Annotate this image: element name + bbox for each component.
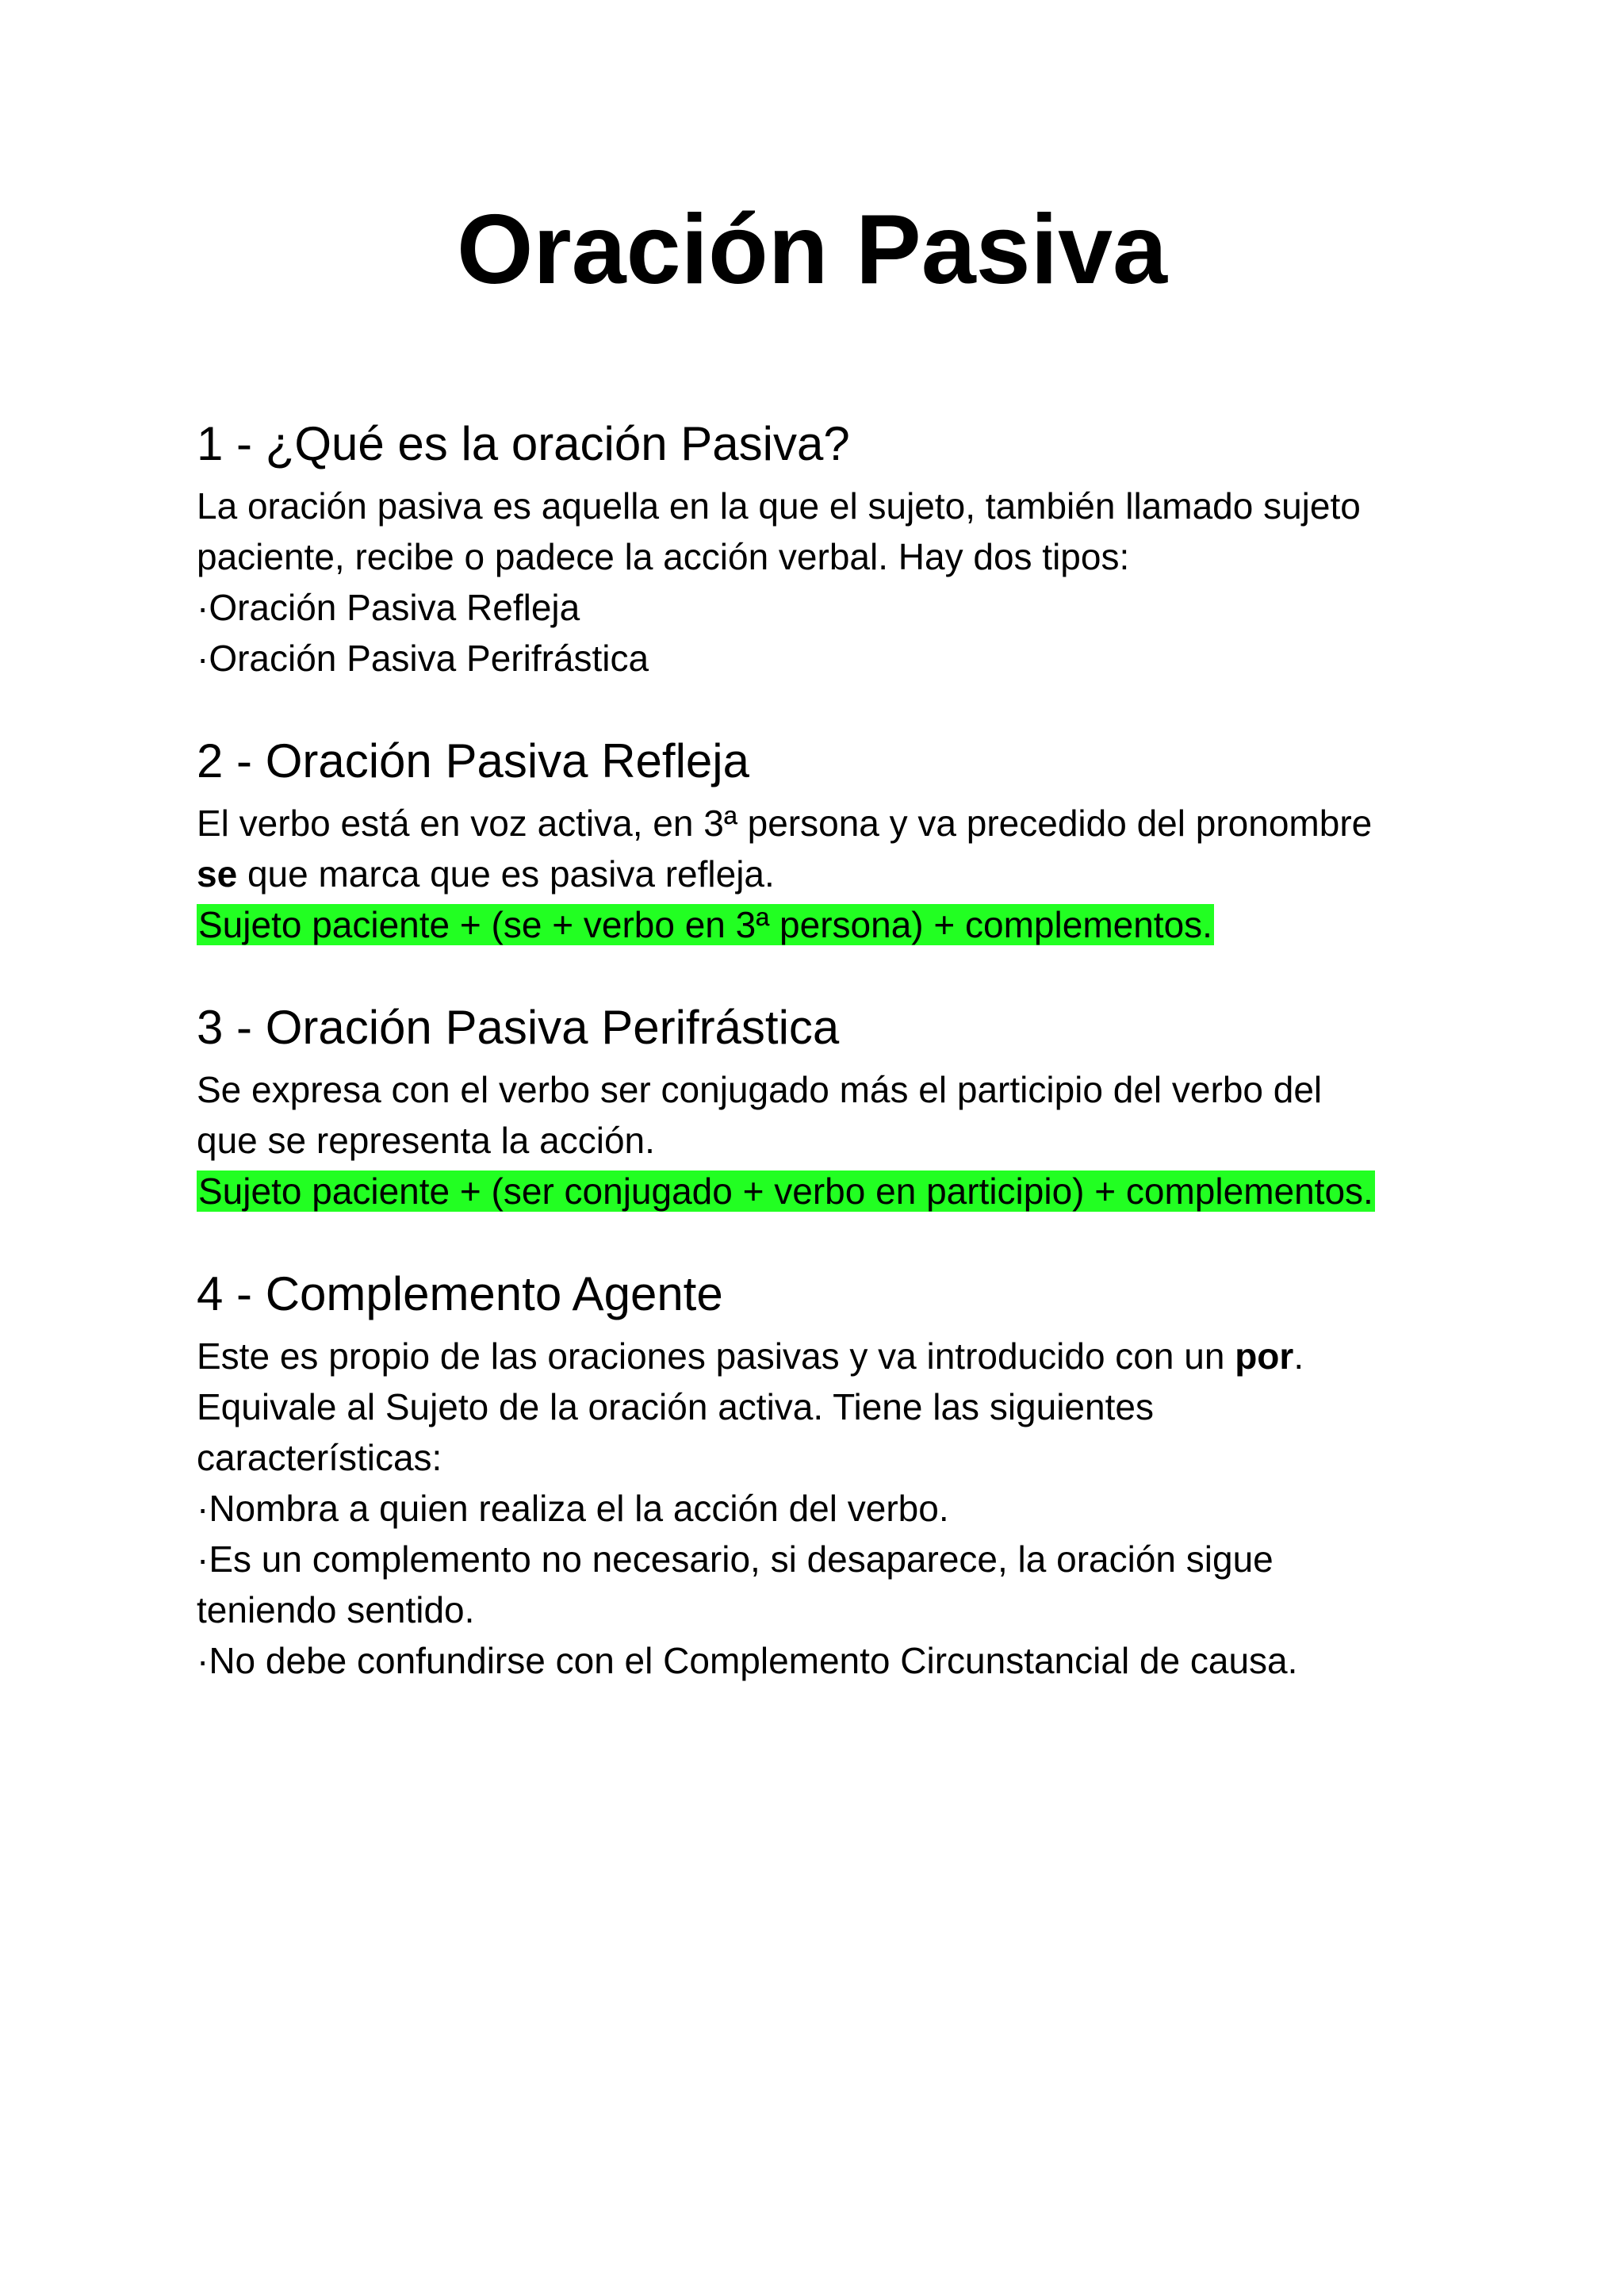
section-complemento-agente (197, 1262, 1481, 1686)
list-item: ·No debe confundirse con el Complemento Circunstancial de causa. (197, 1640, 1298, 1681)
list-item-continuation: teniendo sentido. (197, 1589, 475, 1630)
list-item: ·Oración Pasiva Perifrástica (197, 638, 649, 679)
bold-term-se: se (197, 853, 238, 895)
paragraph-text: Este es propio de las oraciones pasivas y va introducido con un (197, 1335, 1235, 1377)
highlighted-formula: Sujeto paciente + (ser conjugado + verbo en participio) + complementos. (198, 1170, 1373, 1212)
paragraph-line: Se expresa con el verbo ser conjugado más el participio del verbo del (197, 1069, 1323, 1110)
highlighted-formula: Sujeto paciente + (se + verbo en 3ª persona) + complementos. (198, 904, 1212, 945)
paragraph-text: . (1293, 1335, 1304, 1377)
paragraph-line: Equivale al Sujeto de la oración activa. Tiene las siguientes (197, 1386, 1154, 1427)
section-heading: 1 - ¿Qué es la oración Pasiva? (197, 417, 850, 470)
page-title: Oración Pasiva (456, 195, 1168, 305)
paragraph-line: El verbo está en voz activa, en 3ª persona y va precedido del pronombre (197, 803, 1373, 844)
formula-line (197, 899, 1481, 950)
list-item: ·Oración Pasiva Refleja (197, 587, 580, 628)
paragraph-line (197, 849, 1481, 899)
document-body (197, 412, 1481, 1732)
paragraph-line (197, 1331, 1481, 1381)
formula-line (197, 1166, 1481, 1216)
bold-term-por: por (1235, 1335, 1294, 1377)
section-pasiva-perifrastica (197, 996, 1481, 1216)
section-heading: 4 - Complemento Agente (197, 1267, 723, 1320)
paragraph-line: paciente, recibe o padece la acción verbal. Hay dos tipos: (197, 536, 1130, 577)
paragraph-line: que se representa la acción. (197, 1120, 655, 1161)
paragraph-line: La oración pasiva es aquella en la que el sujeto, también llamado sujeto (197, 485, 1361, 527)
section-heading: 3 - Oración Pasiva Perifrástica (197, 1001, 840, 1054)
list-item: ·Es un complemento no necesario, si desaparece, la oración sigue (197, 1538, 1274, 1580)
section-what-is-passive (197, 412, 1481, 684)
list-item: ·Nombra a quien realiza el la acción del verbo. (197, 1488, 949, 1529)
section-pasiva-refleja (197, 730, 1481, 950)
paragraph-text: que marca que es pasiva refleja. (237, 853, 775, 895)
section-heading: 2 - Oración Pasiva Refleja (197, 734, 749, 787)
paragraph-line: características: (197, 1437, 442, 1478)
